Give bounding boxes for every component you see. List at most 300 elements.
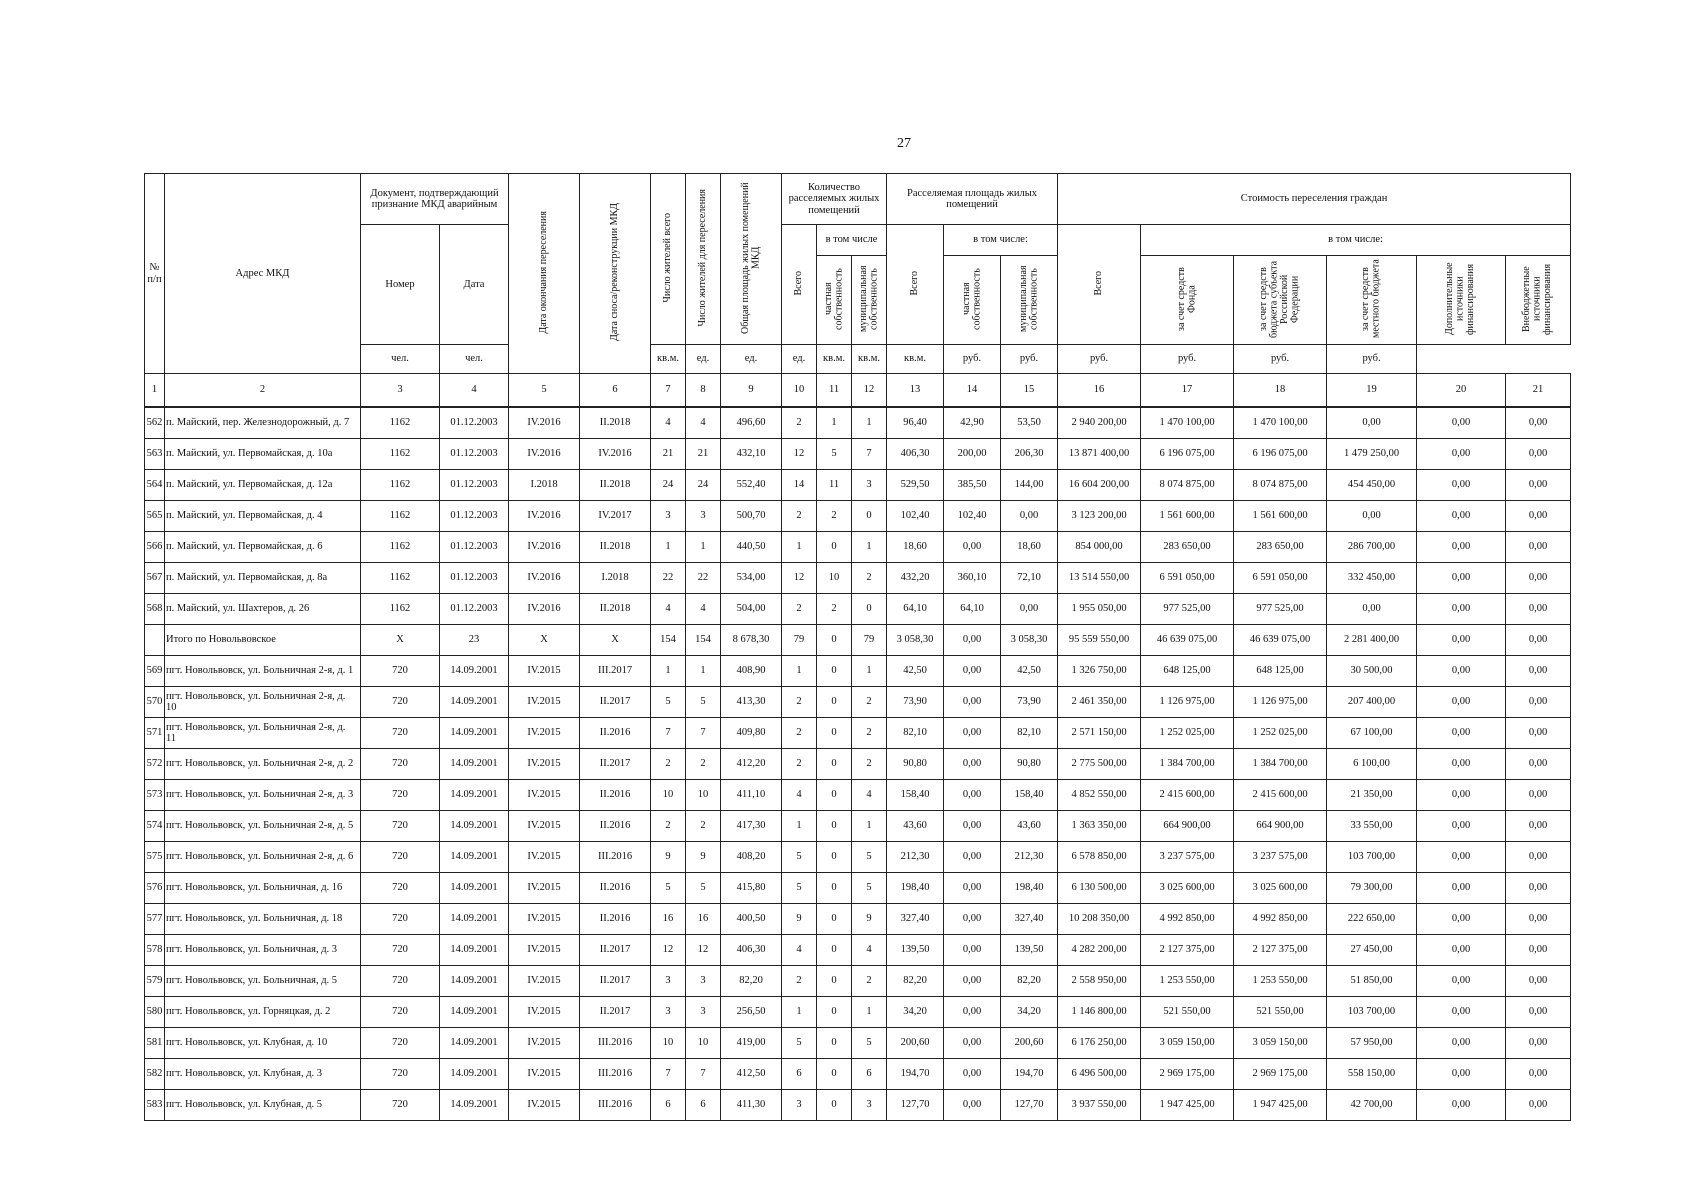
table-cell: 127,70 (1001, 1090, 1058, 1121)
table-cell: 720 (361, 1090, 440, 1121)
row-number-cell: 574 (145, 811, 165, 842)
table-cell: 14.09.2001 (440, 687, 509, 718)
header-cost-local (1327, 256, 1417, 345)
table-body (145, 407, 1571, 1121)
resettlement-table-container (144, 173, 1571, 1121)
table-cell: 2 461 350,00 (1058, 687, 1141, 718)
table-cell: 2 415 600,00 (1141, 780, 1234, 811)
table-cell: 4 (852, 780, 887, 811)
table-cell: 286 700,00 (1327, 532, 1417, 563)
table-cell: 408,20 (721, 842, 782, 873)
table-cell: 0 (817, 1090, 852, 1121)
table-cell: 18,60 (887, 532, 944, 563)
table-cell: 0,00 (1417, 997, 1506, 1028)
table-cell: 82,20 (887, 966, 944, 997)
table-cell: 43,60 (1001, 811, 1058, 842)
table-cell: 139,50 (1001, 935, 1058, 966)
table-row (145, 470, 1571, 501)
table-cell: 23 (440, 625, 509, 656)
table-cell: 415,80 (721, 873, 782, 904)
table-cell: III.2016 (580, 1090, 651, 1121)
table-cell: 1 384 700,00 (1141, 749, 1234, 780)
table-cell: II.2018 (580, 532, 651, 563)
column-number-cell: 17 (1141, 374, 1234, 408)
table-cell: 24 (686, 470, 721, 501)
table-cell: 3 (852, 1090, 887, 1121)
column-number-cell: 18 (1234, 374, 1327, 408)
table-cell: 720 (361, 656, 440, 687)
table-cell: 2 558 950,00 (1058, 966, 1141, 997)
header-area-private (944, 256, 1001, 345)
table-cell: 95 559 550,00 (1058, 625, 1141, 656)
table-cell: 0,00 (1417, 439, 1506, 470)
table-cell: 2 (852, 966, 887, 997)
header-cost-incl: в том числе: (1141, 225, 1571, 256)
table-cell: 01.12.2003 (440, 532, 509, 563)
table-cell: 0 (817, 935, 852, 966)
table-cell: IV.2015 (509, 842, 580, 873)
table-cell: 194,70 (1001, 1059, 1058, 1090)
table-cell: 4 282 200,00 (1058, 935, 1141, 966)
table-cell: 1 (852, 532, 887, 563)
table-cell: 0,00 (944, 718, 1001, 749)
table-cell: 27 450,00 (1327, 935, 1417, 966)
table-cell: 1 146 800,00 (1058, 997, 1141, 1028)
header-cost-local-label: за счет средств местного бюджета (1360, 259, 1382, 338)
table-cell: 0,00 (944, 966, 1001, 997)
table-cell: 14.09.2001 (440, 780, 509, 811)
table-cell: 14.09.2001 (440, 873, 509, 904)
table-cell: 411,30 (721, 1090, 782, 1121)
header-area-private-label: частная собственность (960, 267, 983, 330)
table-cell: 158,40 (887, 780, 944, 811)
table-row (145, 687, 1571, 718)
table-cell: 6 578 850,00 (1058, 842, 1141, 873)
subtotal-row (145, 625, 1571, 656)
table-cell: 5 (817, 439, 852, 470)
row-number-cell: 578 (145, 935, 165, 966)
table-cell: 1 253 550,00 (1141, 966, 1234, 997)
header-area-municipal (1001, 256, 1058, 345)
table-cell: 0 (817, 904, 852, 935)
table-cell: 0,00 (1506, 532, 1571, 563)
table-cell: 3 (852, 470, 887, 501)
unit-cell: ед. (782, 345, 817, 374)
table-cell: 102,40 (944, 501, 1001, 532)
header-residents-total (651, 174, 686, 345)
row-number-cell: 565 (145, 501, 165, 532)
address-cell: пгт. Новольвовск, ул. Больничная, д. 16 (165, 873, 361, 904)
table-cell: 5 (852, 1028, 887, 1059)
header-qty-private (817, 256, 852, 345)
table-cell: 3 237 575,00 (1234, 842, 1327, 873)
header-residents-total-label: Число жителей всего (661, 212, 673, 303)
table-cell: 3 058,30 (1001, 625, 1058, 656)
column-number-cell: 2 (165, 374, 361, 408)
table-cell: 0,00 (1506, 1059, 1571, 1090)
table-cell: 720 (361, 1059, 440, 1090)
table-cell: 207 400,00 (1327, 687, 1417, 718)
table-cell: 720 (361, 873, 440, 904)
table-cell: 1 (651, 532, 686, 563)
table-cell: 21 (686, 439, 721, 470)
table-cell: 5 (651, 873, 686, 904)
table-cell: 0,00 (1417, 842, 1506, 873)
table-cell: 411,10 (721, 780, 782, 811)
table-cell: 0,00 (1506, 935, 1571, 966)
table-cell: 1 363 350,00 (1058, 811, 1141, 842)
table-cell: 1162 (361, 563, 440, 594)
table-row (145, 935, 1571, 966)
table-cell: 327,40 (887, 904, 944, 935)
table-cell: 01.12.2003 (440, 501, 509, 532)
table-cell: 0 (852, 594, 887, 625)
table-row (145, 594, 1571, 625)
table-cell: 4 (782, 780, 817, 811)
table-cell: 0 (817, 780, 852, 811)
unit-cell: кв.м. (817, 345, 852, 374)
table-cell: 01.12.2003 (440, 439, 509, 470)
table-cell: 42,50 (1001, 656, 1058, 687)
table-row (145, 749, 1571, 780)
table-cell: 0 (817, 966, 852, 997)
table-cell: 0,00 (944, 749, 1001, 780)
table-cell: 67 100,00 (1327, 718, 1417, 749)
table-header (145, 174, 1571, 408)
table-cell: 0,00 (1506, 470, 1571, 501)
table-cell: 0,00 (944, 532, 1001, 563)
table-cell: X (361, 625, 440, 656)
table-cell: 0,00 (1417, 749, 1506, 780)
table-cell: 139,50 (887, 935, 944, 966)
table-cell: 0 (817, 625, 852, 656)
table-cell: 0,00 (1417, 780, 1506, 811)
table-cell: 0,00 (1417, 594, 1506, 625)
table-row (145, 966, 1571, 997)
table-cell: 24 (651, 470, 686, 501)
table-cell: 648 125,00 (1234, 656, 1327, 687)
table-cell: 42 700,00 (1327, 1090, 1417, 1121)
table-cell: 0,00 (1417, 1028, 1506, 1059)
table-cell: 5 (782, 873, 817, 904)
table-row (145, 780, 1571, 811)
table-cell: 256,50 (721, 997, 782, 1028)
table-cell: 454 450,00 (1327, 470, 1417, 501)
table-cell: IV.2015 (509, 718, 580, 749)
table-cell: 5 (651, 687, 686, 718)
table-cell: 1 470 100,00 (1234, 407, 1327, 439)
header-cost-offbudget (1506, 256, 1571, 345)
table-cell: 79 (782, 625, 817, 656)
table-cell: 14.09.2001 (440, 842, 509, 873)
address-cell: Итого по Новольвовское (165, 625, 361, 656)
table-cell: 720 (361, 842, 440, 873)
table-cell: 2 (852, 749, 887, 780)
table-cell: 200,60 (1001, 1028, 1058, 1059)
table-cell: 9 (782, 904, 817, 935)
table-cell: 212,30 (887, 842, 944, 873)
table-cell: 6 (852, 1059, 887, 1090)
table-cell: 0,00 (1417, 904, 1506, 935)
table-cell: 42,90 (944, 407, 1001, 439)
header-residents-planned (686, 174, 721, 345)
table-cell: 1 (817, 407, 852, 439)
table-cell: 198,40 (887, 873, 944, 904)
table-cell: 0,00 (1506, 439, 1571, 470)
table-cell: 720 (361, 1028, 440, 1059)
table-cell: 01.12.2003 (440, 563, 509, 594)
table-cell: 0,00 (944, 625, 1001, 656)
table-cell: 1 (852, 656, 887, 687)
header-qty-municipal (852, 256, 887, 345)
table-cell: II.2017 (580, 935, 651, 966)
table-cell: 409,80 (721, 718, 782, 749)
table-cell: 0 (817, 749, 852, 780)
table-cell: II.2016 (580, 780, 651, 811)
column-number-cell: 16 (1058, 374, 1141, 408)
table-cell: 408,90 (721, 656, 782, 687)
table-cell: 79 (852, 625, 887, 656)
table-cell: 10 (651, 1028, 686, 1059)
table-cell: 4 (686, 594, 721, 625)
table-cell: 102,40 (887, 501, 944, 532)
table-cell: 53,50 (1001, 407, 1058, 439)
table-cell: II.2018 (580, 470, 651, 501)
header-total-area (721, 174, 782, 345)
unit-cell: ед. (721, 345, 782, 374)
table-cell: 12 (782, 563, 817, 594)
header-cost-extra-label: Дополнительные источники финансирования (1444, 262, 1477, 335)
table-cell: 2 969 175,00 (1234, 1059, 1327, 1090)
header-qty-total-label: Всего (792, 270, 804, 296)
table-row (145, 904, 1571, 935)
table-cell: 0,00 (1506, 811, 1571, 842)
unit-cell: чел. (440, 345, 509, 374)
row-number-cell: 582 (145, 1059, 165, 1090)
table-cell: 3 937 550,00 (1058, 1090, 1141, 1121)
table-cell: 0,00 (1506, 904, 1571, 935)
table-cell: 2 (817, 594, 852, 625)
table-cell: 648 125,00 (1141, 656, 1234, 687)
table-cell: 332 450,00 (1327, 563, 1417, 594)
table-cell: IV.2015 (509, 966, 580, 997)
table-cell: 90,80 (1001, 749, 1058, 780)
address-cell: п. Майский, пер. Железнодорожный, д. 7 (165, 407, 361, 439)
table-cell: 4 992 850,00 (1234, 904, 1327, 935)
table-cell: 3 (651, 966, 686, 997)
unit-cell: руб. (1001, 345, 1058, 374)
table-cell: 720 (361, 749, 440, 780)
table-cell: IV.2015 (509, 1059, 580, 1090)
table-cell: 1 253 550,00 (1234, 966, 1327, 997)
header-qty-group: Количество расселяемых жилых помещений (782, 174, 887, 225)
table-cell: 16 (686, 904, 721, 935)
table-cell: IV.2016 (509, 563, 580, 594)
table-cell: 154 (651, 625, 686, 656)
table-cell: 01.12.2003 (440, 470, 509, 501)
table-cell: 0 (817, 811, 852, 842)
address-cell: пгт. Новольвовск, ул. Больничная 2-я, д. 11 (165, 718, 361, 749)
table-cell: 14.09.2001 (440, 811, 509, 842)
table-cell: 2 127 375,00 (1141, 935, 1234, 966)
table-cell: 82,10 (887, 718, 944, 749)
table-cell: 72,10 (1001, 563, 1058, 594)
table-cell: 0,00 (1506, 625, 1571, 656)
row-number-cell: 571 (145, 718, 165, 749)
table-cell: 22 (651, 563, 686, 594)
table-cell: 11 (817, 470, 852, 501)
address-cell: пгт. Новольвовск, ул. Больничная, д. 18 (165, 904, 361, 935)
table-cell: III.2016 (580, 842, 651, 873)
table-cell: 1 479 250,00 (1327, 439, 1417, 470)
table-cell: 16 (651, 904, 686, 935)
table-cell: IV.2016 (509, 439, 580, 470)
table-cell: 4 (686, 407, 721, 439)
row-number-cell: 573 (145, 780, 165, 811)
table-cell: 440,50 (721, 532, 782, 563)
table-cell: IV.2016 (580, 439, 651, 470)
table-row (145, 532, 1571, 563)
table-cell: 1162 (361, 501, 440, 532)
table-cell: 0,00 (1506, 749, 1571, 780)
table-cell: 0,00 (1327, 407, 1417, 439)
column-number-cell: 20 (1417, 374, 1506, 408)
table-cell: 1 947 425,00 (1234, 1090, 1327, 1121)
table-cell: 34,20 (1001, 997, 1058, 1028)
header-doc-number: Номер (361, 225, 440, 345)
column-number-cell: 14 (944, 374, 1001, 408)
table-cell: 0,00 (944, 935, 1001, 966)
table-cell: 73,90 (887, 687, 944, 718)
table-cell: 0,00 (944, 1090, 1001, 1121)
row-number-cell: 575 (145, 842, 165, 873)
table-cell: 0,00 (1327, 501, 1417, 532)
table-cell: 385,50 (944, 470, 1001, 501)
table-cell: 2 (782, 718, 817, 749)
table-cell: III.2016 (580, 1059, 651, 1090)
table-cell: 1 (782, 656, 817, 687)
table-cell: 4 (852, 935, 887, 966)
table-cell: 5 (782, 842, 817, 873)
table-cell: 0,00 (1506, 656, 1571, 687)
table-cell: IV.2015 (509, 749, 580, 780)
table-cell: 3 (686, 501, 721, 532)
row-number-cell: 564 (145, 470, 165, 501)
table-cell: 0,00 (944, 997, 1001, 1028)
table-cell: 720 (361, 966, 440, 997)
header-cost-total-label: Всего (1092, 270, 1104, 296)
table-cell: 0,00 (1417, 470, 1506, 501)
table-cell: 2 (852, 687, 887, 718)
unit-cell: ед. (686, 345, 721, 374)
column-number-cell: 10 (782, 374, 817, 408)
header-total-area-label: Общая площадь жилых помещений МКД (739, 181, 762, 334)
table-cell: 0 (817, 532, 852, 563)
unit-cell: кв.м. (651, 345, 686, 374)
header-cost-total (1058, 225, 1141, 345)
table-cell: 22 (686, 563, 721, 594)
address-cell: п. Майский, ул. Первомайская, д. 10а (165, 439, 361, 470)
table-cell: X (509, 625, 580, 656)
table-cell: 14 (782, 470, 817, 501)
table-cell: 1 384 700,00 (1234, 749, 1327, 780)
address-cell: пгт. Новольвовск, ул. Клубная, д. 3 (165, 1059, 361, 1090)
table-cell: 3 059 150,00 (1141, 1028, 1234, 1059)
table-cell: 46 639 075,00 (1141, 625, 1234, 656)
table-cell: IV.2015 (509, 904, 580, 935)
column-number-cell: 6 (580, 374, 651, 408)
table-cell: 57 950,00 (1327, 1028, 1417, 1059)
table-row (145, 873, 1571, 904)
column-number-cell: 9 (721, 374, 782, 408)
table-cell: 720 (361, 811, 440, 842)
table-cell: 01.12.2003 (440, 407, 509, 439)
table-cell: 0 (852, 501, 887, 532)
table-cell: 82,20 (1001, 966, 1058, 997)
table-cell: 30 500,00 (1327, 656, 1417, 687)
address-cell: пгт. Новольвовск, ул. Больничная 2-я, д. 5 (165, 811, 361, 842)
table-cell: IV.2015 (509, 1090, 580, 1121)
row-number-cell: 563 (145, 439, 165, 470)
table-cell: 1 470 100,00 (1141, 407, 1234, 439)
table-cell: I.2018 (580, 563, 651, 594)
table-cell: II.2018 (580, 407, 651, 439)
table-cell: 3 (651, 501, 686, 532)
table-cell: 3 059 150,00 (1234, 1028, 1327, 1059)
table-cell: 0,00 (1506, 718, 1571, 749)
table-cell: 1 126 975,00 (1141, 687, 1234, 718)
table-cell: 0,00 (1001, 501, 1058, 532)
table-cell: 2 415 600,00 (1234, 780, 1327, 811)
table-row (145, 501, 1571, 532)
table-cell: 0,00 (1506, 780, 1571, 811)
table-cell: 1 561 600,00 (1234, 501, 1327, 532)
table-cell: 7 (686, 1059, 721, 1090)
table-cell: 8 074 875,00 (1141, 470, 1234, 501)
header-cost-region-label: за счет средств бюджета субъекта Российской Федерации (1258, 259, 1301, 338)
table-cell: 2 571 150,00 (1058, 718, 1141, 749)
column-number-cell: 13 (887, 374, 944, 408)
table-cell: IV.2015 (509, 811, 580, 842)
table-cell: 10 (651, 780, 686, 811)
table-cell: 0,00 (1417, 935, 1506, 966)
table-cell: 6 196 075,00 (1141, 439, 1234, 470)
table-cell: 0 (817, 687, 852, 718)
header-demolish-date-label: Дата сноса/реконструкции МКД (608, 203, 620, 341)
table-cell: 6 496 500,00 (1058, 1059, 1141, 1090)
header-cost-fund (1141, 256, 1234, 345)
column-number-cell: 15 (1001, 374, 1058, 408)
table-cell: 720 (361, 997, 440, 1028)
table-cell: 1162 (361, 594, 440, 625)
table-cell: 2 (782, 749, 817, 780)
address-cell: п. Майский, ул. Первомайская, д. 8а (165, 563, 361, 594)
header-cost-group: Стоимость переселения граждан (1058, 174, 1571, 225)
table-cell: 14.09.2001 (440, 997, 509, 1028)
table-cell: 1 (686, 656, 721, 687)
row-number-cell: 577 (145, 904, 165, 935)
table-cell: IV.2016 (509, 501, 580, 532)
table-cell: 1 947 425,00 (1141, 1090, 1234, 1121)
table-cell: 720 (361, 718, 440, 749)
resettlement-table (144, 173, 1571, 1121)
table-cell: 103 700,00 (1327, 997, 1417, 1028)
header-area-group: Расселяемая площадь жилых помещений (887, 174, 1058, 225)
column-number-cell: 11 (817, 374, 852, 408)
row-number-cell: 580 (145, 997, 165, 1028)
table-cell: 13 514 550,00 (1058, 563, 1141, 594)
header-qty-private-label: частная собственность (822, 267, 845, 330)
